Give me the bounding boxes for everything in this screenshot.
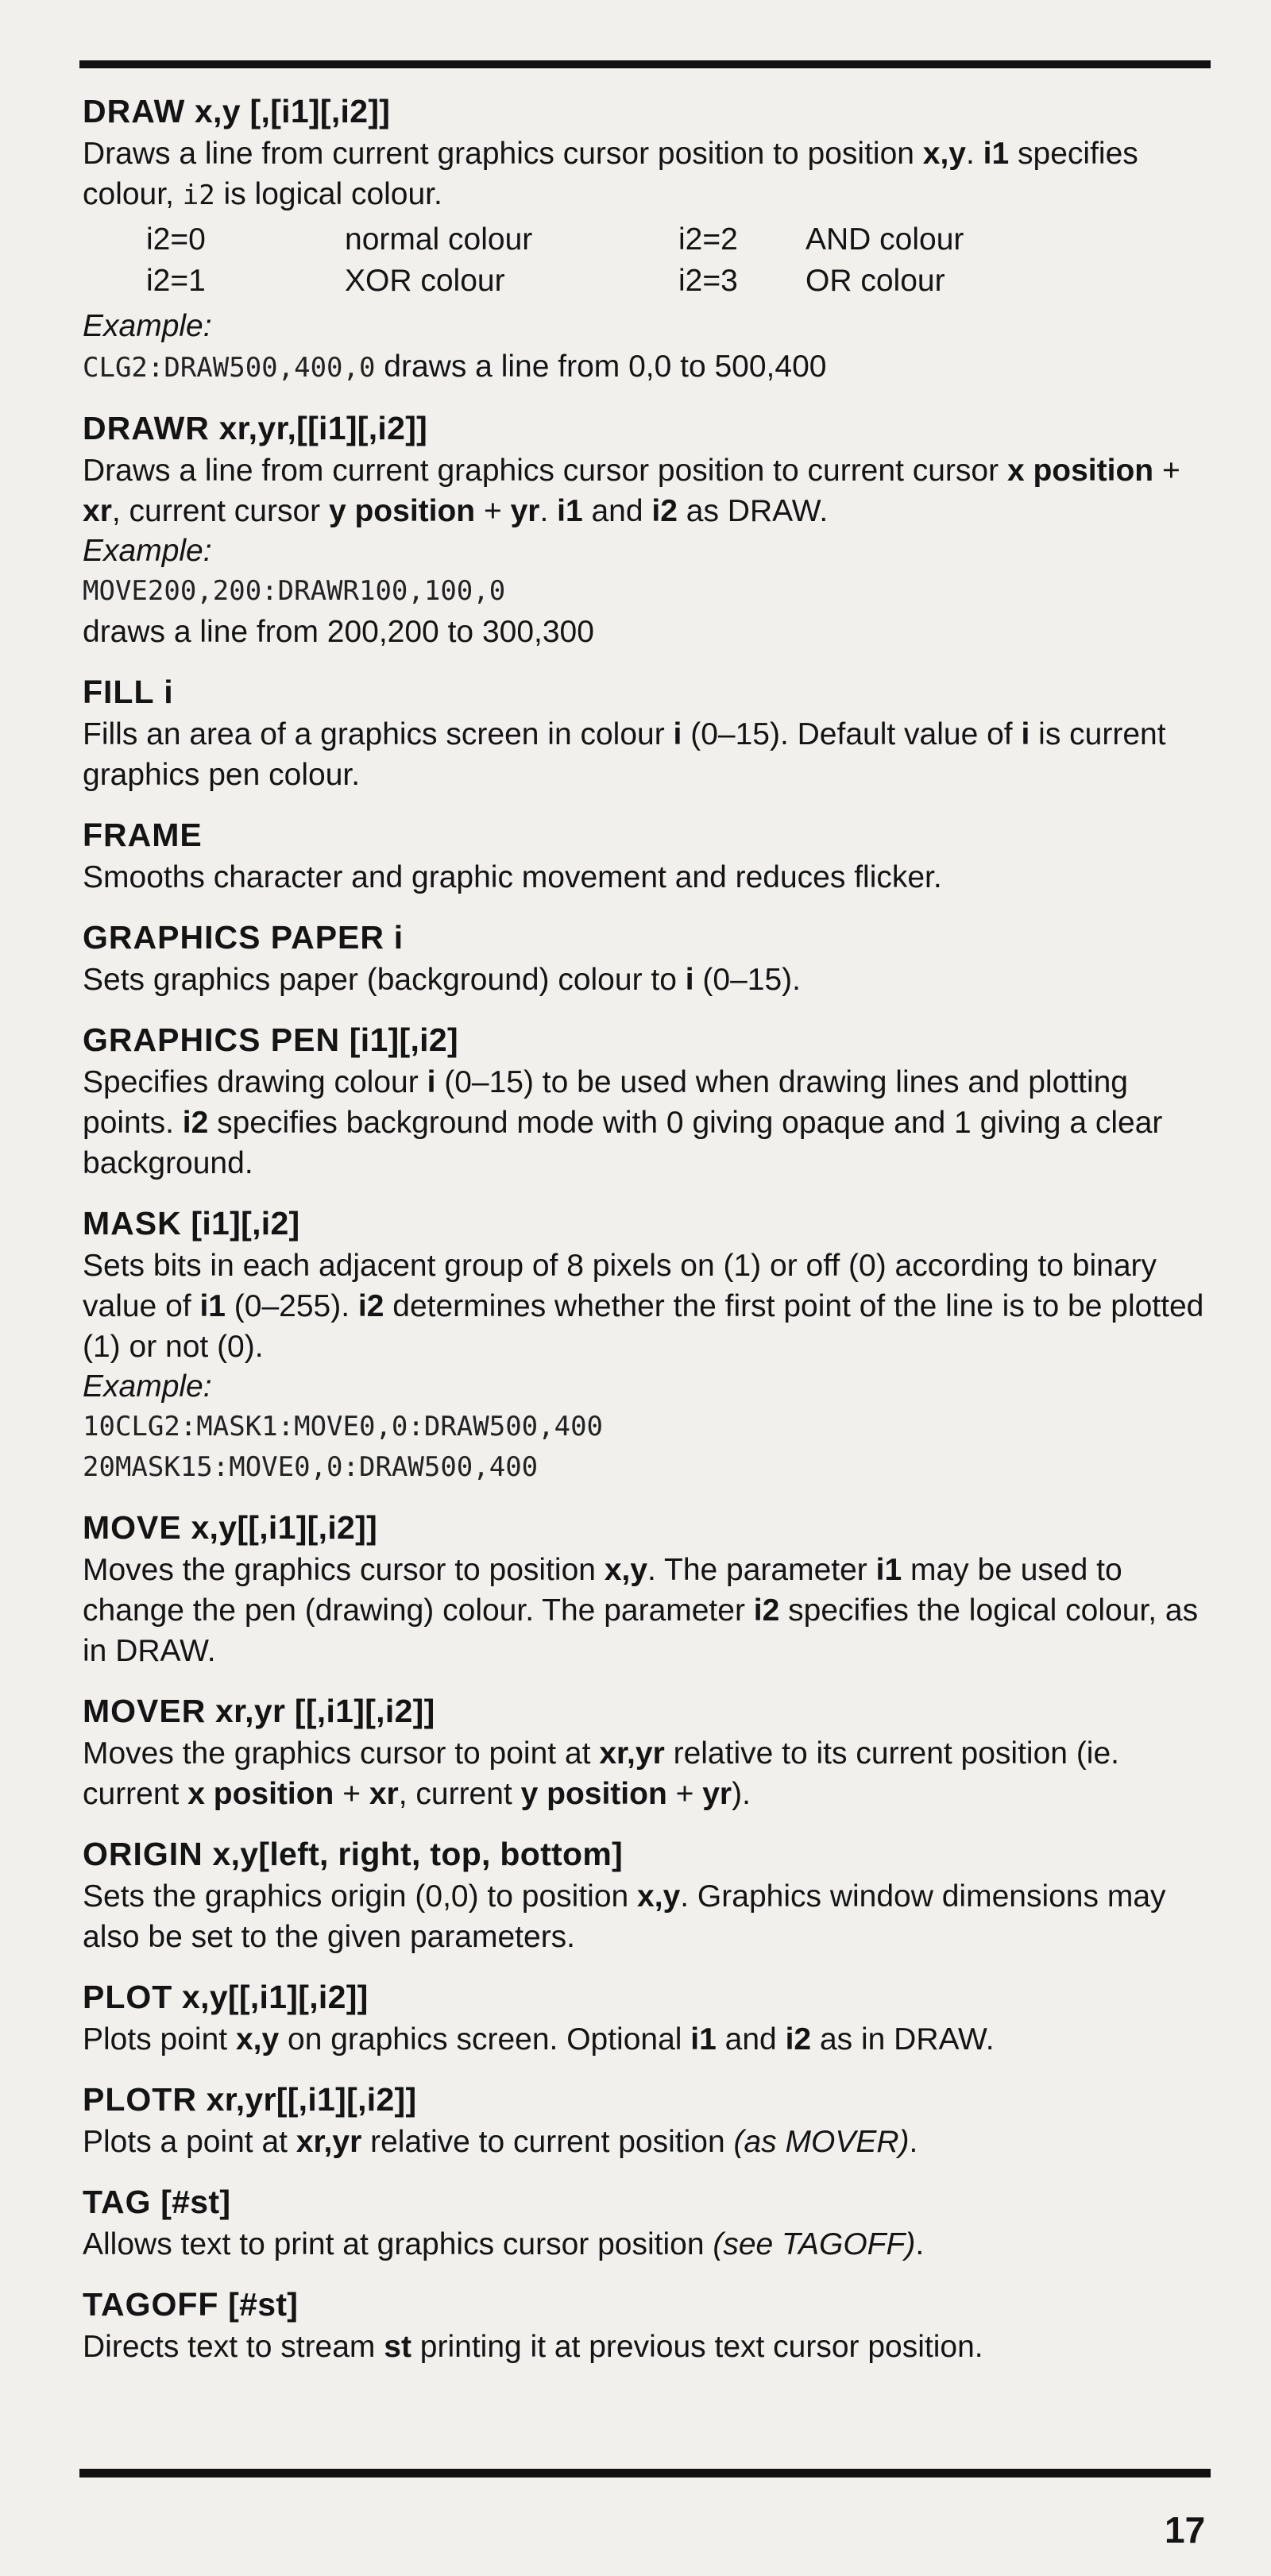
entry-graphics-pen bbox=[83, 1018, 1211, 1184]
entry-description: Draws a line from current graphics cursor position to position x,y. i1 specifies colour, i2 is logical colour. bbox=[83, 137, 1138, 211]
entry-description: Fills an area of a graphics screen in colour i (0–15). Default value of i is current graphics pen colour. bbox=[83, 717, 1166, 792]
entry-description: Smooths character and graphic movement and reduces flicker. bbox=[83, 860, 942, 894]
entry-tag bbox=[83, 2180, 1211, 2265]
entry-graphics-paper bbox=[83, 915, 1211, 1000]
entry-description: Plots a point at xr,yr relative to current position (as MOVER). bbox=[83, 2125, 918, 2159]
entry-title: MOVE x,y[[,i1][,i2]] bbox=[83, 1509, 378, 1546]
entry-description: Sets bits in each adjacent group of 8 pixels on (1) or off (0) according to binary value of i1 (0–255). i2 determines whether the first point of the line is to be plotted (1) or not (0). bbox=[83, 1249, 1204, 1364]
entry-title: PLOTR xr,yr[[,i1][,i2]] bbox=[83, 2081, 417, 2118]
entry-origin bbox=[83, 1832, 1211, 1957]
entry-description: Directs text to stream st printing it at previous text cursor position. bbox=[83, 2330, 983, 2364]
mode-value: normal colour bbox=[345, 222, 533, 257]
entry-description: Specifies drawing colour i (0–15) to be used when drawing lines and plotting points. i2 specifies background mode with 0 giving opaque and 1 giving a clear background. bbox=[83, 1065, 1163, 1180]
entry-description: Draws a line from current graphics cursor position to current cursor x position + xr, current cursor y position + yr. i1 and i2 as DRAW. bbox=[83, 454, 1180, 528]
entry-title: GRAPHICS PEN [i1][,i2] bbox=[83, 1022, 458, 1058]
entry-title: MOVER xr,yr [[,i1][,i2]] bbox=[83, 1693, 435, 1729]
example-label: Example: bbox=[83, 534, 212, 568]
entry-description: Sets graphics paper (background) colour to i (0–15). bbox=[83, 963, 801, 997]
mode-value: XOR colour bbox=[345, 264, 505, 298]
entry-description: Allows text to print at graphics cursor position (see TAGOFF). bbox=[83, 2227, 925, 2261]
example-label: Example: bbox=[83, 1369, 212, 1404]
entry-tagoff bbox=[83, 2282, 1211, 2367]
mode-key: i2=2 bbox=[678, 222, 738, 257]
entry-move bbox=[83, 1505, 1211, 1671]
example-label: Example: bbox=[83, 309, 212, 343]
entry-title: DRAWR xr,yr,[[i1][,i2]] bbox=[83, 410, 428, 446]
entry-title: TAGOFF [#st] bbox=[83, 2286, 299, 2323]
example-code-line: 10CLG2:MASK1:MOVE0,0:DRAW500,400 bbox=[83, 1411, 604, 1442]
example-code: CLG2:DRAW500,400,0 bbox=[83, 352, 376, 384]
mode-key: i2=3 bbox=[678, 264, 738, 298]
entry-title: ORIGIN x,y[left, right, top, bottom] bbox=[83, 1836, 624, 1872]
entry-title: PLOT x,y[[,i1][,i2]] bbox=[83, 1979, 369, 2015]
mode-key: i2=1 bbox=[146, 264, 206, 298]
entry-plotr bbox=[83, 2077, 1211, 2162]
example-code-line: 20MASK15:MOVE0,0:DRAW500,400 bbox=[83, 1451, 539, 1483]
top-rule bbox=[79, 60, 1211, 68]
entry-drawr bbox=[83, 406, 1211, 652]
entry-draw bbox=[83, 89, 1211, 388]
entry-title: FILL i bbox=[83, 674, 173, 710]
entry-mover bbox=[83, 1689, 1211, 1814]
page-number: 17 bbox=[1165, 2509, 1206, 2551]
entry-title: TAG [#st] bbox=[83, 2184, 231, 2220]
entry-title: DRAW x,y [,[i1][,i2]] bbox=[83, 93, 391, 129]
entry-title: MASK [i1][,i2] bbox=[83, 1205, 300, 1242]
logical-colour-table bbox=[146, 219, 1211, 302]
entry-plot bbox=[83, 1975, 1211, 2060]
mode-value: OR colour bbox=[805, 264, 945, 298]
entry-description: Sets the graphics origin (0,0) to position x,y. Graphics window dimensions may also be set to the given parameters. bbox=[83, 1879, 1166, 1954]
entry-frame bbox=[83, 813, 1211, 898]
entry-title: GRAPHICS PAPER i bbox=[83, 919, 404, 956]
entry-description: Moves the graphics cursor to point at xr,yr relative to its current position (ie. current x position + xr, current y position + yr). bbox=[83, 1736, 1119, 1811]
command-reference bbox=[83, 89, 1211, 2385]
example-text: draws a line from 200,200 to 300,300 bbox=[83, 615, 594, 649]
example-code: MOVE200,200:DRAWR100,100,0 bbox=[83, 575, 506, 607]
entry-fill bbox=[83, 670, 1211, 795]
entry-description: Moves the graphics cursor to position x,y. The parameter i1 may be used to change the pen (drawing) colour. The parameter i2 specifies the logical colour, as in DRAW. bbox=[83, 1553, 1199, 1668]
mode-key: i2=0 bbox=[146, 222, 206, 257]
bottom-rule bbox=[79, 2469, 1211, 2478]
entry-mask bbox=[83, 1201, 1211, 1488]
mode-value: AND colour bbox=[805, 222, 964, 257]
example-line: CLG2:DRAW500,400,0 draws a line from 0,0 to 500,400 bbox=[83, 350, 827, 384]
entry-description: Plots point x,y on graphics screen. Optional i1 and i2 as in DRAW. bbox=[83, 2022, 995, 2057]
entry-title: FRAME bbox=[83, 817, 203, 853]
